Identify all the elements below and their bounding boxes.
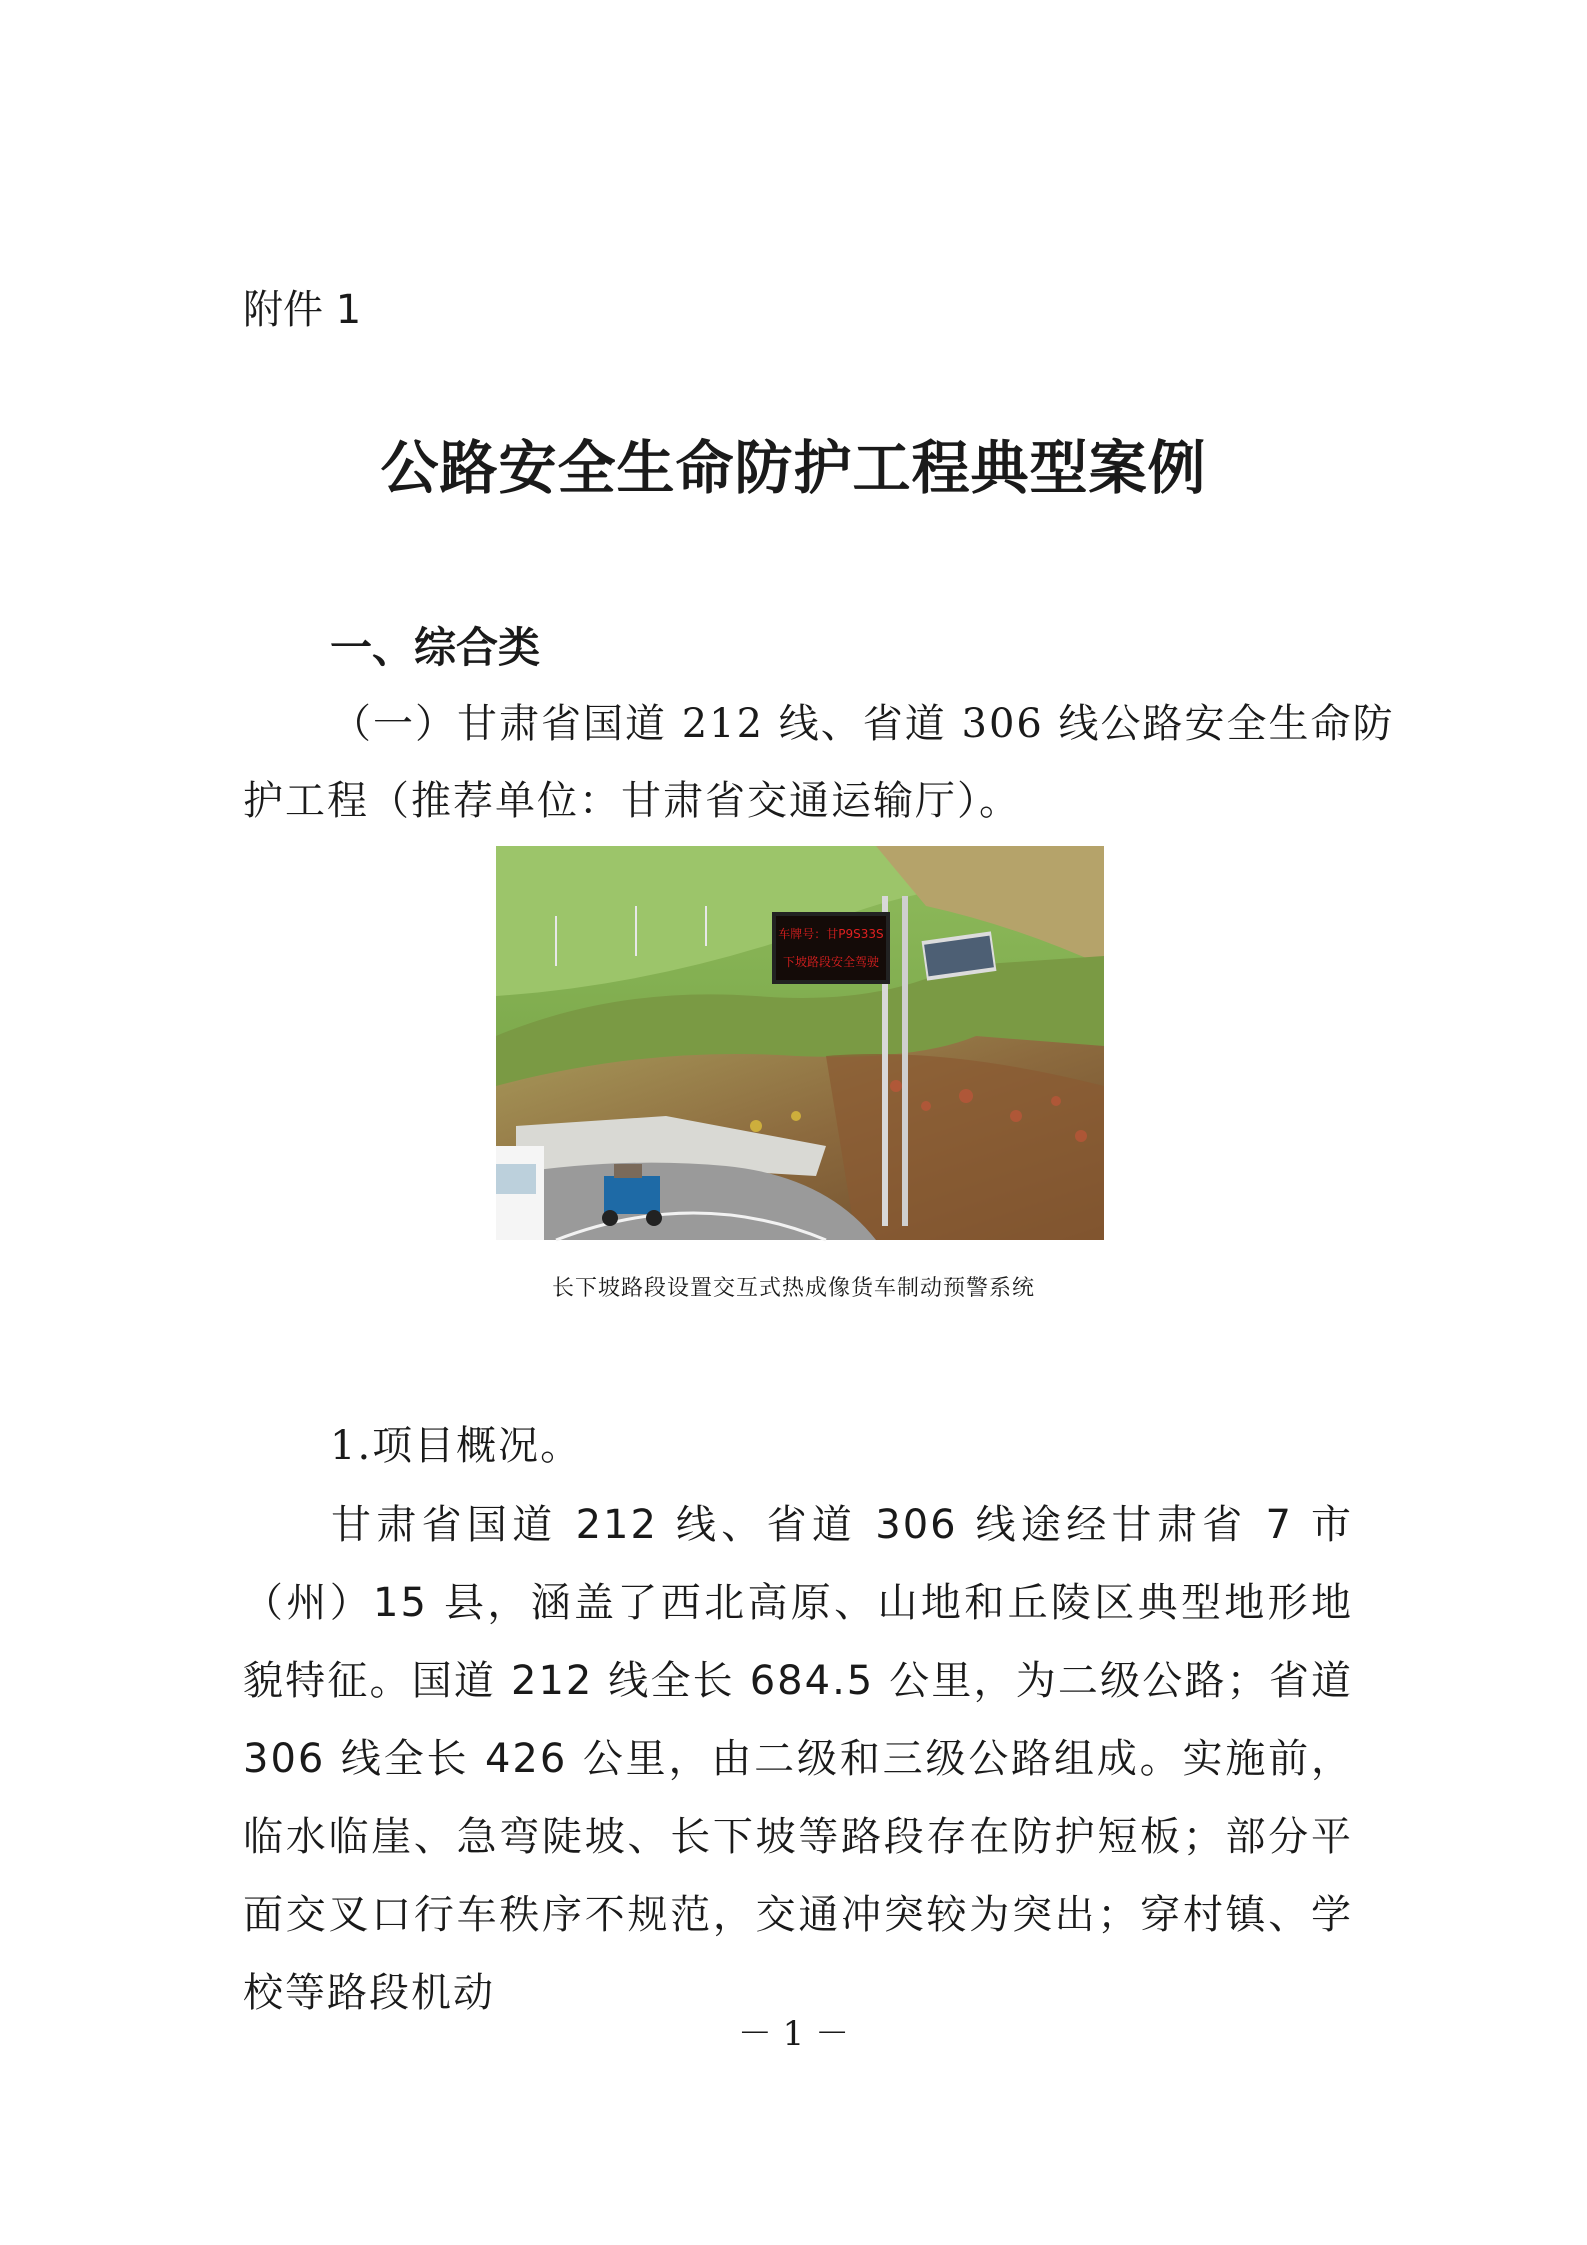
section-heading: 一、综合类	[330, 623, 541, 672]
page-title: 公路安全生命防护工程典型案例	[380, 434, 1207, 502]
subheading-line-1: （一）甘肃省国道 212 线、省道 306 线公路安全生命防	[331, 701, 1395, 747]
page-number: － 1 －	[737, 2014, 850, 2054]
photo-illustration	[496, 846, 1104, 1240]
led-sign	[772, 912, 890, 984]
sign-text-1: 车牌号：甘P9S33S	[778, 927, 884, 941]
roadside-photo	[496, 846, 1104, 1240]
overview-heading: 1.项目概况。	[330, 1423, 583, 1469]
figure-caption: 长下坡路段设置交互式热成像货车制动预警系统	[551, 1276, 1035, 1301]
sign-text-2: 下坡路段安全驾驶	[782, 955, 880, 969]
overview-paragraph: 甘肃省国道 212 线、省道 306 线途经甘肃省 7 市（州）15 县，涵盖了西北高原、山地和丘陵区典型地形地貌特征。国道 212 线全长 684.5 公里，为二级公路；省道 306 线全长 426 公里，由二级和三级公路组成。实施前，临水临崖、急弯陡坡、长下坡等路段存在防护短板；部分平面交叉口行车秩序不规范，交通冲突较为突出；穿村镇、学校等路段机动	[243, 1502, 1353, 2016]
attachment-label: 附件 1	[243, 287, 362, 333]
subheading-line-2: 护工程（推荐单位：甘肃省交通运输厅）。	[243, 778, 1021, 824]
